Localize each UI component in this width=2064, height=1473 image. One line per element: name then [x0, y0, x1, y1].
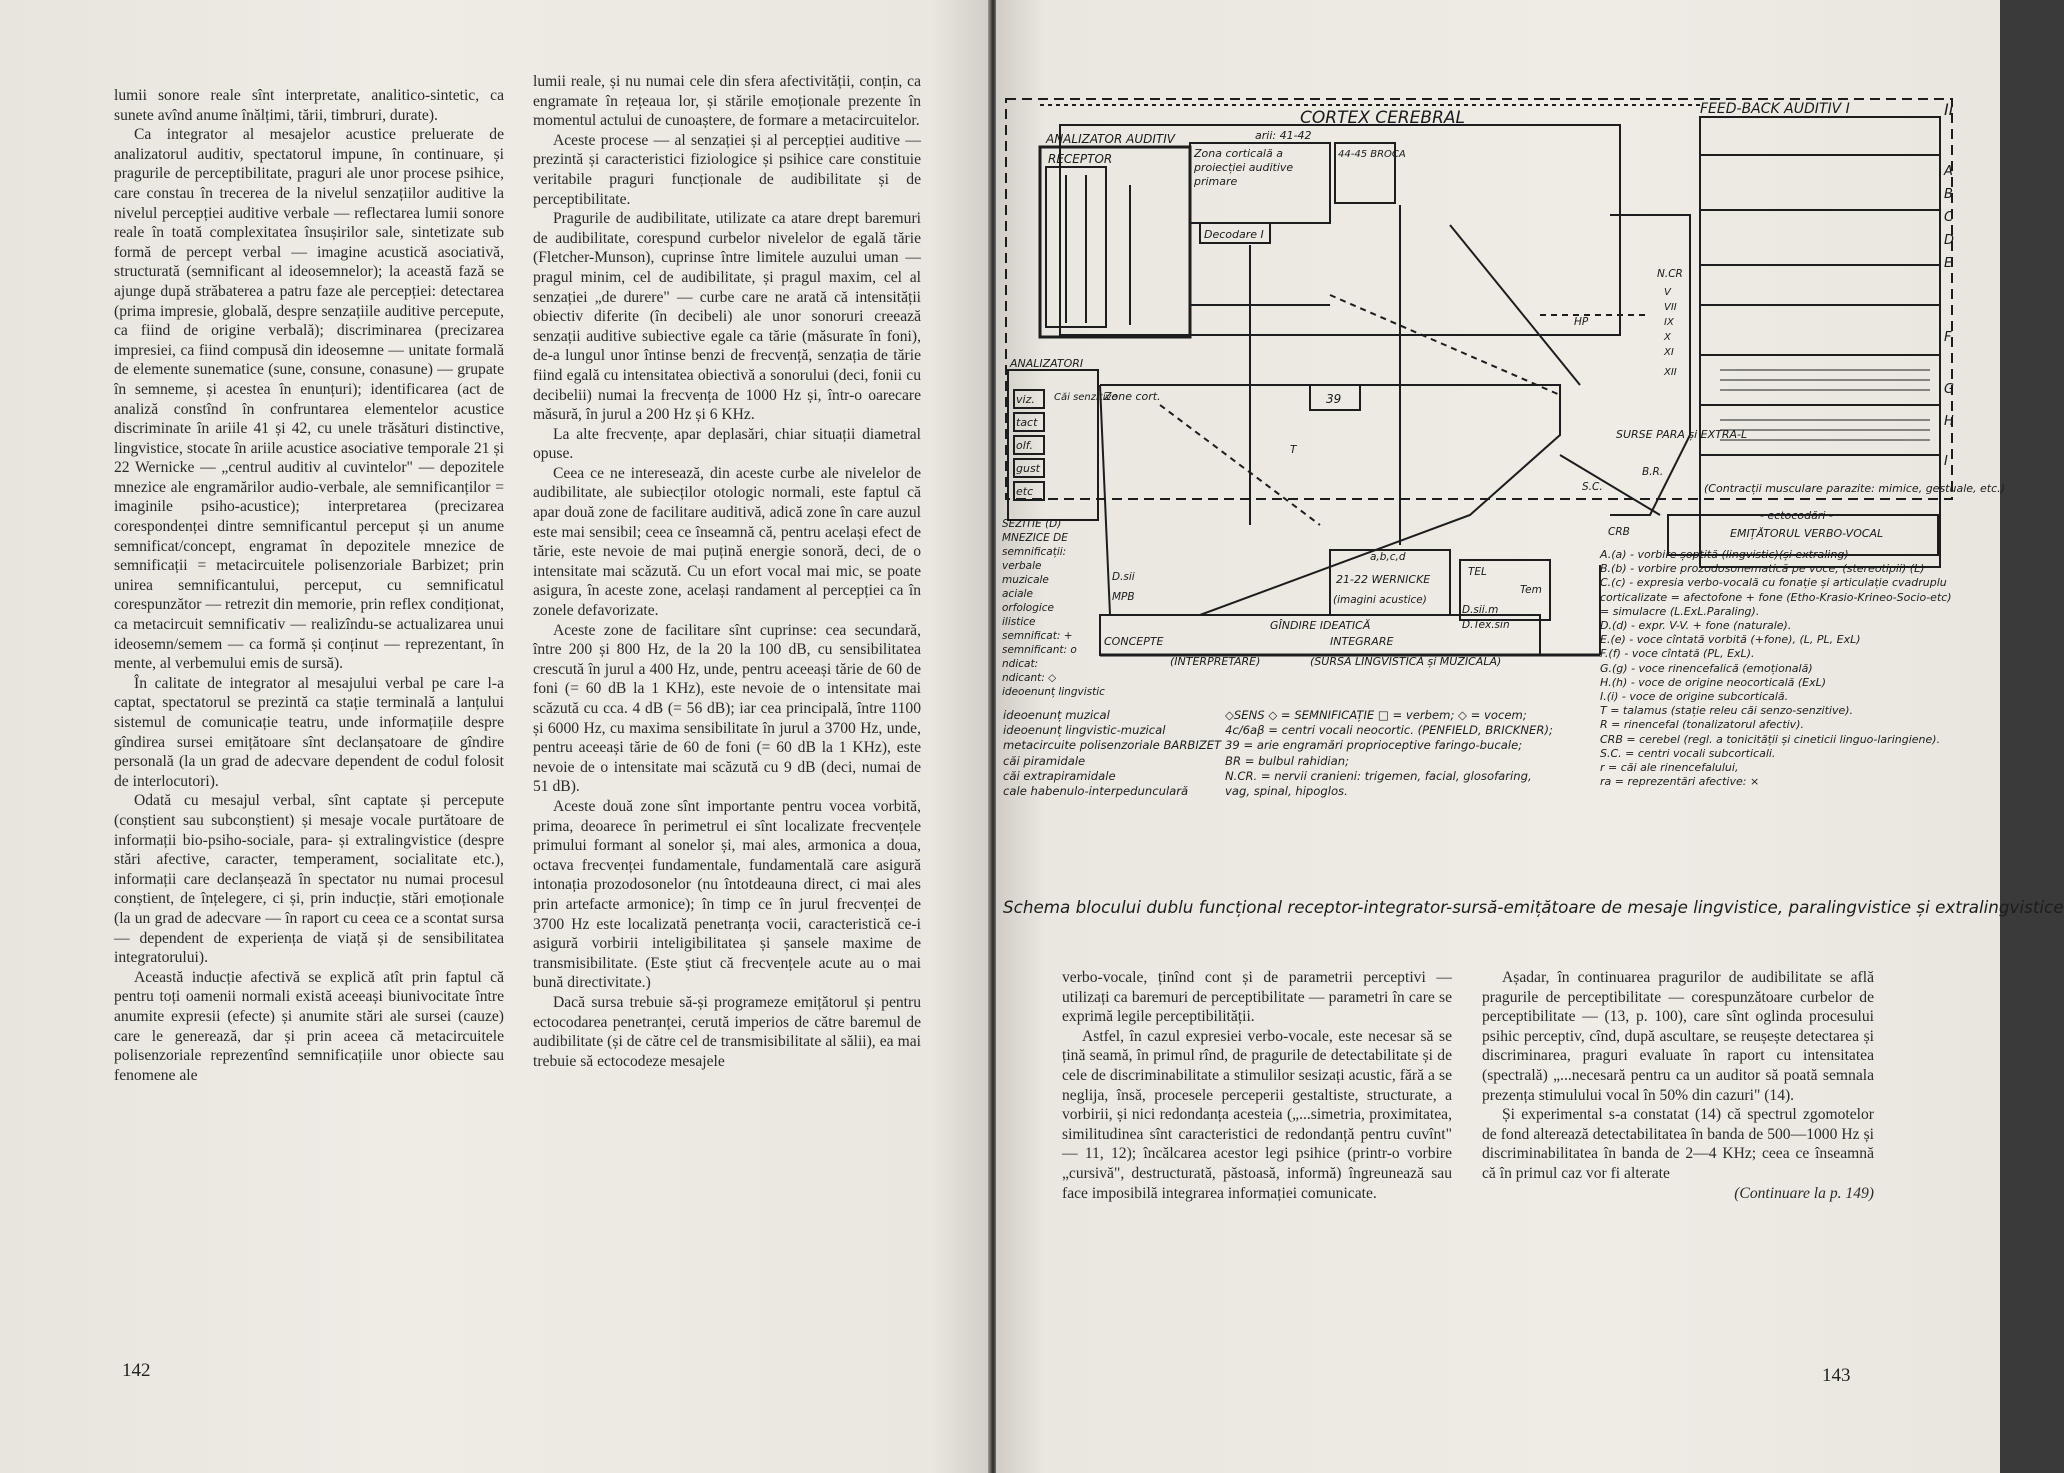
left-column-1 — [114, 86, 504, 1085]
integrare-label: INTEGRARE — [1330, 635, 1394, 648]
left-code-1: MNEZICE DE — [1002, 532, 1068, 544]
legend-item: 4c/6aβ = centri vocali neocortic. (PENFIELD, BRICKNER); — [1225, 723, 1553, 738]
left-code-9: semnificant: o — [1002, 644, 1077, 656]
legend-item: H.(h) - voce de origine neocorticală (ExL) — [1600, 675, 1827, 689]
feedback-title: FEED-BACK AUDITIV I — [1700, 101, 1850, 117]
label-tem: Tem — [1520, 584, 1542, 596]
label-dsii: D.sii — [1112, 571, 1135, 583]
roman-x: X — [1664, 332, 1671, 343]
cai-senzitive-label: Căi senzitive — [1054, 392, 1118, 403]
label-hp: HP — [1574, 316, 1589, 328]
ectocodari-label: - ectocodări - — [1760, 509, 1833, 522]
letter-e: E — [1944, 256, 1953, 271]
paragraph: Și experimental s-a constatat (14) că spectrul zgomotelor de fond alterează detectabilitatea în banda de 500—1000 Hz și discriminabilitatea în banda de 2—4 KHz; ceea ce înseamnă că în primul caz vor fi alterate — [1482, 1106, 1874, 1182]
left-code-5: aciale — [1002, 588, 1033, 600]
paragraph: În calitate de integrator al mesajului verbal pe care l-a captat, spectatorul se prezintă ca stație terminală a lanțului sistemul de comunicație teatru, unde informațiile despre gîndirea sursei emițătoare sînt declanșatoare de gîndire personală (la un grad de adecvare dependent de codul folosit de interlocutori). — [114, 674, 504, 790]
abcd-label: a,b,c,d — [1370, 551, 1406, 563]
paragraph: La alte frecvențe, apar deplasări, chiar situații diametral opuse. — [533, 425, 921, 463]
legend-item: vag, spinal, hipoglos. — [1225, 784, 1348, 799]
left-code-0: SEZITIE (D) — [1002, 518, 1062, 530]
legend-item: ra = reprezentări afective: × — [1600, 775, 1760, 789]
paragraph: Această inducție afectivă se explică atît prin faptul că pentru toți oamenii normali există aceeași biunivocitate între anumite expresii (efecte) și anumite stări ale sursei (cauze) care le generează, dar și prin aceea că metacircuitele polisenzoriale reprezentînd semnificațiile unor obiecte sau fenomene ale — [114, 968, 504, 1084]
analizator-olf: olf. — [1016, 439, 1033, 452]
paragraph: Aceste procese — al senzației și al percepției auditive — prezintă și caracteristici fiziologice și psihice care constituie veritabile praguri funcționale de audibilitate și de perceptibilitate. — [533, 131, 921, 208]
roman-ii: II — [1944, 100, 1954, 119]
left-code-10: ndicat: — [1002, 658, 1039, 670]
letter-h: H — [1944, 414, 1954, 429]
paragraph: Odată cu mesajul verbal, sînt captate și percepute (conștient sau subconștient) și mesaje vocale purtătoare de informații bio-psiho-sociale, para- și extralingvistice (despre stări afective, caracter, temperament, socialitate etc.), informații care declanșează în spectator nu numai procesul conștient, de înțelegere, ci și, prin inducție, stări emoționale (la un grad de adecvare — în raport cu ceea ce a scontat sursa — dependent de experiența de viață și de sensibilitatea integratorului). — [114, 792, 504, 967]
left-column-2 — [533, 72, 921, 1071]
legend-item: ideoenunț lingvistic-muzical — [1003, 723, 1166, 738]
legend-item: G.(g) - voce rinencefalică (emoțională) — [1600, 661, 1813, 675]
decodare-label: Decodare I — [1204, 228, 1264, 241]
left-code-4: muzicale — [1002, 574, 1049, 586]
receptor-box — [1046, 167, 1106, 327]
figure-caption: Schema blocului dublu funcțional receptor-integrator-sursă-emițătoare de mesaje lingvistice, paralingvistice și extralingvistice — [1003, 898, 2064, 918]
sursa-lingvistica-label: (SURSĂ LINGVISTICĂ și MUZICALĂ) — [1310, 655, 1502, 668]
label-t: T — [1290, 444, 1297, 456]
analizator-box — [1040, 147, 1190, 337]
label-sc: S.C. — [1582, 481, 1603, 493]
left-code-8: semnificat: + — [1002, 630, 1073, 642]
analizator-tact: tact — [1016, 416, 1038, 429]
paragraph: Ceea ce ne interesează, din aceste curbe ale nivelelor de audibilitate, ale subiecților otologic normali, este faptul că apar două zone de facilitare auditivă, adică zone în care auzul este mai sensibil; ceea ce înseamnă că, pentru același efect de tărie, este nevoie de mai puțină energie sonoră, deci, de o intensitate mai scăzută. Cu un efort vocal mai mic, se poate asigura, în aceste zone, același randament al percepției ca în zonele defavorizate. — [533, 464, 921, 620]
legend-item: căi piramidale — [1003, 753, 1086, 768]
gindire-label: GÎNDIRE IDEATICĂ — [1270, 619, 1371, 632]
legend-item: CRB = cerebel (regl. a tonicității și cineticii linguo-laringiene). — [1600, 732, 1941, 746]
letter-d: D — [1944, 233, 1955, 248]
page-number-right: 143 — [1822, 1365, 1851, 1386]
label-br: B.R. — [1642, 466, 1664, 478]
letter-g: G — [1944, 382, 1955, 397]
zone-cort-label: Zone cort. — [1104, 390, 1161, 403]
legend-left — [1003, 708, 1221, 799]
paragraph: Astfel, în cazul expresiei verbo-vocale, este necesar să se țină seamă, în primul rînd, de pragurile de detectabilitate și de cele de discriminabilitate a stimulilor sesizați acustic, fără a se neglija, însă, procesele perceperii gestaltiste, structurate, a vorbirii, și nici redondanța acesteia („...simetria, proximitatea, similitudinea sînt caracteristici de redondanță pentru cuvînt" — 11, 12); încălcarea acestor legi psihice (printr-o vorbire „cursivă", destructurată, păstoasă, informă) îngreunează sau face imposibilă integrarea informației comunicate. — [1062, 1027, 1452, 1202]
right-column-2 — [1482, 968, 1874, 1203]
legend-item: ideoenunț muzical — [1003, 708, 1110, 722]
paragraph: Pragurile de audibilitate, utilizate ca atare drept baremuri de audibilitate, corespund curbelor nivelelor de egală tărie (Fletcher-Munson), cuprinse între limitele auzului uman — pragul minim, cel de audibilitate, și pragul maxim, cel al senzației „de durere" — curbe care ne arată că intensității obiectiv diferite (în decibeli) ale unor sonoruri creează senzații auditive subiective egale ca tărie (măsurate în foni), de-a lungul unor întinse benzi de frecvență, senzația de tărie fiind egală cu intensitatea obiectivă a sonorului (deci, fonii cu decibelii) numai la frecvența de 1000 Hz și, într-o oarecare măsură, în jurul a 200 Hz și 6 KHz. — [533, 210, 921, 424]
concepte-label: CONCEPTE — [1104, 635, 1164, 648]
legend-item: 39 = arie engramări proprioceptive faringo-bucale; — [1225, 738, 1523, 753]
legend-item: F.(f) - voce cîntată (PL, ExL). — [1600, 647, 1755, 661]
analizator-etc: etc — [1016, 485, 1034, 498]
right-column-1 — [1062, 968, 1452, 1203]
outer-dashed-frame — [1006, 99, 1955, 499]
legend-middle — [1225, 708, 1553, 799]
label-tel: TEL — [1468, 566, 1487, 578]
contractii-label: (Contracții musculare parazite: mimice, gestuale, etc.) — [1704, 482, 2005, 495]
legend-item: T = talamus (stație releu căi senzo-senzitive). — [1600, 704, 1854, 718]
imagini-acustice-label: (imagini acustice) — [1333, 594, 1427, 606]
legend-item: r = căi ale rinencefalului, — [1600, 761, 1739, 775]
paragraph: Dacă sursa trebuie să-și programeze emițătorul și pentru ectocodarea penetranței, cerută imperios de către baremul de audibilitate (și de către cel de transmisibilitate al sălii), ea mai trebuie să ectocodeze mesajele — [533, 993, 921, 1070]
left-code-12: ideoenunț lingvistic — [1002, 686, 1105, 698]
roman-v: V — [1664, 287, 1671, 298]
legend-item: BR = bulbul rahidian; — [1225, 753, 1350, 768]
analizator-gust: gust — [1016, 462, 1040, 475]
paragraph: lumii reale, și nu numai cele din sfera afectivității, conțin, ca engramate în rețeaua lor, și stările emoționale prezente în momentul actului de cunoaștere, de formare a metacircuitelor. — [533, 73, 921, 130]
receptor-label: RECEPTOR — [1048, 152, 1113, 166]
paragraph: Aceste două zone sînt importante pentru vocea vorbită, prima, deoarece în perimetrul ei sînt localizate frecvențele primului formant al sonelor și, mai ales, armonica a doua, octava frecvenței fundamentale, fundamentală care asigură intonația prozodosonelor (nu întotdeauna direct, ci mai ales prin artefacte armonice); în timp ce în jurul frecvenței de 3700 Hz este localizată penetranța vocii, caracteristică ce-i asigură vorbirii inteligibilitatea și șansele maxime de transmisibilitate. (Este știut că frecvențele acute au o mai bună directivitate.) — [533, 797, 921, 992]
left-page — [0, 0, 990, 1473]
paragraph: verbo-vocale, ținînd cont și de parametrii perceptivi — utilizați ca baremuri de perceptibilitate — parametri în care se exprimă legile perceptibilității. — [1062, 969, 1452, 1026]
left-code-3: verbale — [1002, 560, 1042, 572]
zona-corticala-label: Zona corticală a proiecției auditive primare — [1194, 147, 1294, 188]
area-39-label: 39 — [1326, 392, 1342, 406]
interpretare-label: (INTERPRETARE) — [1170, 655, 1261, 668]
label-mpb: MPB — [1112, 591, 1135, 603]
broca-label: 44-45 BROCA — [1338, 149, 1406, 160]
left-code-11: ndicant: ◇ — [1002, 672, 1057, 684]
label-dtexsin: D.Tex.sin — [1462, 619, 1510, 631]
label-crb: CRB — [1608, 526, 1630, 538]
left-code-2: semnificații: — [1002, 546, 1067, 558]
legend-item: C.(c) - expresia verbo-vocală cu fonație și articulație cvadruplu corticalizate = afectofone + fone (Etho-Krasio-Krineo-Socio-etc) = simulacre (L.ExL.Paraling). — [1600, 576, 1952, 618]
legend-right — [1600, 548, 1960, 789]
legend-item: R = rinencefal (tonalizatorul afectiv). — [1600, 718, 1804, 732]
roman-xii: XII — [1664, 367, 1677, 378]
legend-item: I.(i) - voce de origine subcorticală. — [1600, 690, 1789, 704]
legend-item: B.(b) - vorbire prozodosonematică pe voce; (stereotipii) (L) — [1600, 562, 1925, 576]
legend-item: ◇SENS ◇ = SEMNIFICAȚIE □ = verbem; ◇ = vocem; — [1225, 708, 1527, 722]
label-ncr: N.CR — [1657, 268, 1683, 280]
label-dsiim: D.sii.m — [1462, 604, 1499, 616]
wernicke-label: 21-22 WERNICKE — [1336, 573, 1431, 586]
letter-f: F — [1944, 330, 1952, 345]
letter-i: I — [1944, 454, 1948, 469]
roman-xi: XI — [1664, 347, 1674, 358]
analizator-viz: viz. — [1016, 393, 1035, 406]
analizatori-label: ANALIZATORI — [1010, 357, 1084, 370]
analizator-label: ANALIZATOR AUDITIV — [1046, 132, 1175, 146]
letter-b: B — [1944, 187, 1953, 202]
left-code-6: orfologice — [1002, 602, 1055, 614]
legend-item: cale habenulo-interpedunculară — [1003, 784, 1189, 799]
legend-item: S.C. = centri vocali subcorticali. — [1600, 746, 1776, 760]
surse-label: SURSE PARA și EXTRA-L — [1616, 428, 1748, 441]
paragraph: Aceste zone de facilitare sînt cuprinse: cea secundară, între 200 și 800 Hz, de la 20 la 100 dB, cu sensibilitatea crescută în jurul a 400 Hz, unde, pentru aceeași tărie de 60 de foni (= 60 dB la 1 KHz), este nevoie de o intensitate mai scăzută cu cca. 4 dB (= 56 dB); iar cea principală, între 1100 și 6000 Hz, cu maxima sensibilitate în jurul a 3700 Hz, unde, pentru aceeași tărie de 60 de foni (= 60 dB la 1 KHz), este nevoie de o intensitate mai scăzută cu 9 dB (deci, numai de 51 dB). — [533, 621, 921, 796]
page-number-left: 142 — [122, 1360, 151, 1381]
paragraph: lumii sonore reale sînt interpretate, analitico-sintetic, ca sunete avînd anume înălțimi, tării, timbruri, durate). — [114, 87, 504, 124]
letter-a: A — [1944, 164, 1953, 179]
roman-ix: IX — [1664, 317, 1674, 328]
paragraph: Așadar, în continuarea pragurilor de audibilitate se află pragurile de perceptibilitate — corespunzătoare curbelor de perceptibilitate — (13, p. 100), care sînt oglinda procesului psihic perceptiv, cînd, după ascultare, se reușește detectarea și discriminarea, praguri evaluate în raport cu intensitatea (spectrală) „...necesară pentru ca un auditor să poată semnala prezența stimulului vocal în 50% din cazuri" (14). — [1482, 969, 1874, 1104]
cortex-title: CORTEX CEREBRAL — [1300, 108, 1465, 128]
left-code-7: ilistice — [1002, 616, 1036, 628]
legend-item: metacircuite polisenzoriale BARBIZET — [1003, 738, 1222, 753]
paragraph: (Continuare la p. 149) — [1734, 1184, 1874, 1202]
roman-vii: VII — [1664, 302, 1677, 313]
legend-item: A.(a) - vorbire șoptită (lingvistic)(și extraling) — [1600, 548, 1849, 561]
legend-item: D.(d) - expr. V-V. + fone (naturale). — [1600, 619, 1792, 633]
arii-label: arii: 41-42 — [1255, 129, 1312, 142]
emitator-label: EMIȚĂTORUL VERBO-VOCAL — [1730, 527, 1884, 540]
legend-item: căi extrapiramidale — [1003, 768, 1116, 783]
legend-item: N.CR. = nervii cranieni: trigemen, facial, glosofaring, — [1225, 768, 1532, 783]
paragraph: Ca integrator al mesajelor acustice preluerate de analizatorul auditiv, spectatorul impune, în continuare, și pragurile de perceptibilitate, praguri ale unor procese psihice, care constau în trecerea de la nivelul senzațiilor auditive la nivelul percepției auditive verbale — reflectarea lumii sonore reale în toată complexitatea însușirilor sale, sintetizate sub formă de percept verbal — imagine acustică asociativă, structurată (semnificant al ideosemnelor); la această fază se ajunge după străbaterea a patru faze ale percepției: detectarea (prima impresie, globală, despre senzațiile auditive percepute, ca fiind de origine verbală); discriminarea (precizarea impresiei, ca fiind compusă din ideosemne — unitate formală de elemente sunematice (sune, consune, conasune) — grupate în semneme, și acestea în enunțuri); identificarea (act de analiză constînd în confruntarea elementelor acustice discriminate în ariile 41 și 42, cu unele trăsături distinctive, lingvistice, stocate în ariile acustice asociative temporale 21 și 22 Wernicke — „centrul auditiv al cuvintelor" — depozitele mnezice ale engramărilor audio-verbale, ale semnificanților = imaginile psiho-acustice); interpretarea (precizarea corespondenței dintre semnificantul perceput și un anume semnificat/concept, engramat în depozitele mnezice de semnificații = metacircuitele polisenzoriale Barbizet; prin unirea semnificantului, perceput, cu semnificatul corespunzător — retrezit din memorie, prin reflex condiționat, ca metacircuit semnificativ — realizîndu-se actualizarea unui ideosemn/semem — ca formă și conținut — reprezentant, în mente, al verbemului emis de sursă). — [114, 126, 504, 673]
letter-c: C — [1944, 210, 1954, 225]
legend-item: E.(e) - voce cîntată vorbită (+fone), (L, PL, ExL) — [1600, 633, 1861, 647]
